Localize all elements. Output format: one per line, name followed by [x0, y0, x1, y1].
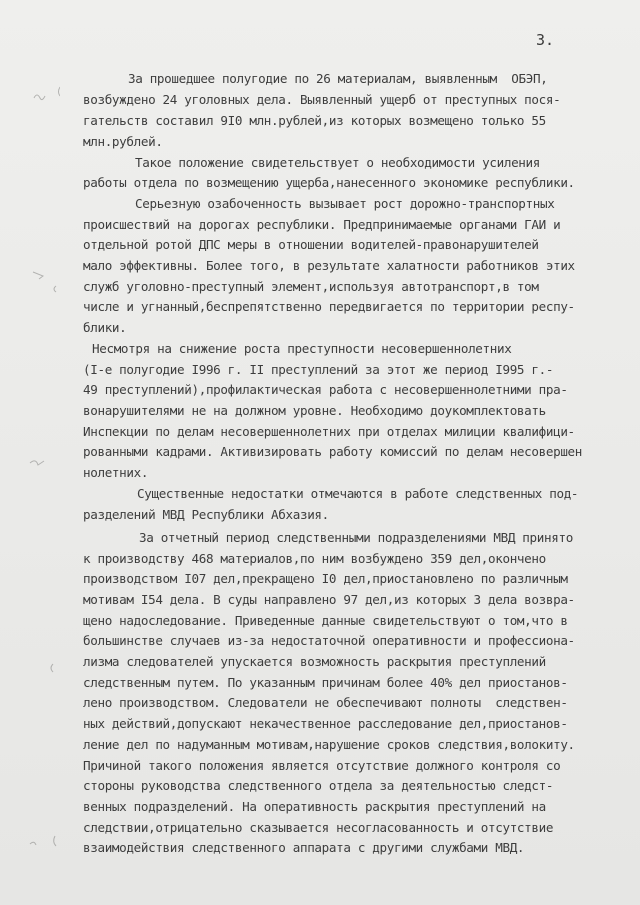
- text-line: За отчетный период следственными подразделениями МВД принято: [139, 530, 573, 545]
- text-line: 49 преступлений),профилактическая работа с несовершеннолетними пра-: [83, 382, 568, 397]
- text-line: происшествий на дорогах республики. Предпринимаемые органами ГАИ и: [83, 217, 561, 232]
- margin-mark: [51, 664, 53, 672]
- text-line: числе и угнанный,беспрепятственно передвигается по территории респу-: [83, 299, 575, 314]
- text-line: следствии,отрицательно сказывается несогласованность и отсутствие: [83, 820, 554, 835]
- text-line: Серьезную озабоченность вызывает рост дорожно-транспортных: [135, 196, 555, 211]
- text-line: ление дел по надуманным мотивам,нарушение сроков следствия,волокиту.: [83, 737, 575, 752]
- margin-mark: [34, 95, 45, 100]
- margin-mark: [33, 272, 43, 279]
- text-line: венных подразделений. На оперативность раскрытия преступлений на: [83, 799, 546, 814]
- margin-mark: [30, 461, 44, 465]
- text-line: мало эффективны. Более того, в результате халатности работников этих: [83, 258, 575, 273]
- text-line: работы отдела по возмещению ущерба,нанесенного экономике республики.: [83, 175, 575, 190]
- text-line: отдельной ротой ДПС меры в отношении водителей-правонарушителей: [83, 237, 539, 252]
- text-line: Инспекции по делам несовершеннолетних при отделах милиции квалифици-: [83, 424, 575, 439]
- text-line: к производству 468 материалов,по ним возбуждено 359 дел,окончено: [83, 551, 546, 566]
- text-line: Несмотря на снижение роста преступности несовершеннолетних: [92, 341, 512, 356]
- text-line: стороны руководства следственного отдела за деятельностью следст-: [83, 778, 554, 793]
- text-line: разделений МВД Республики Абхазия.: [83, 507, 329, 522]
- margin-mark: [59, 87, 61, 96]
- margin-marks: [0, 0, 60, 905]
- text-line: гательств составил 9I0 млн.рублей,из которых возмещено только 55: [83, 113, 546, 128]
- text-line: За прошедшее полугодие по 26 материалам, выявленным ОБЭП,: [128, 71, 548, 86]
- page-number: 3.: [536, 31, 555, 49]
- text-line: возбуждено 24 уголовных дела. Выявленный ущерб от преступных пося-: [83, 92, 561, 107]
- text-line: рованными кадрами. Активизировать работу комиссий по делам несовершен: [83, 444, 583, 459]
- text-line: взаимодействия следственного аппарата с другими службами МВД.: [83, 840, 525, 855]
- text-line: производством I07 дел,прекращено I0 дел,приостановлено по различным: [83, 571, 568, 586]
- text-line: служб уголовно-преступный элемент,используя автотранспорт,в том: [83, 279, 539, 294]
- text-line: Такое положение свидетельствует о необходимости усиления: [135, 155, 540, 170]
- text-line: млн.рублей.: [83, 134, 163, 149]
- text-line: нолетних.: [83, 465, 149, 480]
- text-line: большинстве случаев из-за недостаточной оперативности и профессиона-: [83, 633, 575, 648]
- text-line: (I-е полугодие I996 г. II преступлений за этот же период I995 г.-: [83, 362, 554, 377]
- text-line: блики.: [83, 320, 127, 335]
- margin-mark: [54, 836, 56, 846]
- margin-mark: [54, 286, 56, 292]
- text-line: Причиной такого положения является отсутствие должного контроля со: [83, 758, 561, 773]
- text-line: мотивам I54 дела. В суды направлено 97 дел,из которых 3 дела возвра-: [83, 592, 575, 607]
- text-line: лено производством. Следователи не обеспечивают полноты следствен-: [83, 695, 568, 710]
- text-line: следственным путем. По указанным причинам более 40% дел приостанов-: [83, 675, 568, 690]
- text-line: лизма следователей упускается возможность раскрытия преступлений: [83, 654, 546, 669]
- text-line: вонарушителями не на должном уровне. Необходимо доукомплектовать: [83, 403, 546, 418]
- text-line: щено надоследование. Приведенные данные свидетельствуют о том,что в: [83, 613, 568, 628]
- text-line: Существенные недостатки отмечаются в работе следственных под-: [137, 486, 579, 501]
- text-line: ных действий,допускают некачественное расследование дел,приостанов-: [83, 716, 568, 731]
- margin-mark: [30, 842, 36, 845]
